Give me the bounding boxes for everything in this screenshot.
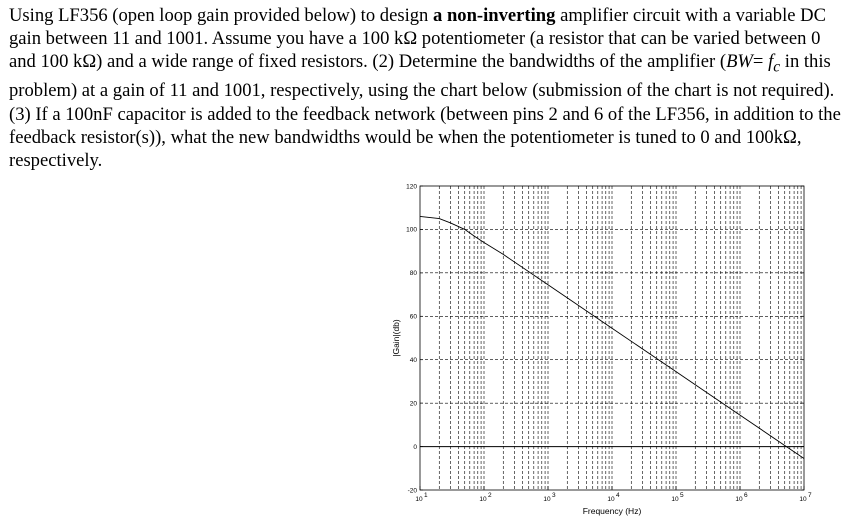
problem-emphasis-non-inverting: a non-inverting: [433, 5, 556, 26]
y-tick-label: 100: [406, 226, 417, 234]
x-tick-exponent: 2: [488, 492, 492, 499]
x-tick-exponent: 4: [616, 492, 620, 499]
open-loop-gain-chart: [380, 176, 820, 521]
bw-symbol: BW: [726, 51, 753, 73]
y-tick-label: 20: [409, 400, 417, 408]
x-tick-label: 10: [607, 496, 615, 503]
y-tick-label: 40: [409, 357, 417, 365]
problem-text-part: =: [752, 51, 769, 73]
x-tick-exponent: 7: [808, 492, 812, 499]
x-tick-exponent: 6: [744, 492, 748, 499]
x-tick-exponent: 3: [552, 492, 556, 499]
problem-text-part: Using LF356 (open loop gain provided below) to design: [9, 5, 433, 26]
y-tick-label: 120: [406, 183, 417, 191]
y-tick-label: -20: [407, 487, 417, 495]
x-tick-label: 10: [415, 496, 423, 503]
fc-subscript: c: [773, 59, 781, 77]
y-tick-label: 80: [409, 270, 417, 278]
x-tick-label: 10: [735, 496, 743, 503]
x-tick-exponent: 1: [424, 492, 428, 499]
problem-text-part: amplifier circuit with a variable DC gain between 11 and 1001. Assume you have a 100 kΩ potentiometer (a resistor that can be varied between 0 and 100 kΩ) and a wide range of fixed resistors. (2) Determine the bandwidths of the amplifier (: [9, 5, 826, 73]
x-tick-label: 10: [799, 496, 807, 503]
problem-text-part: in this problem) at a gain of 11 and 1001, respectively, using the chart below (submission of the chart is not required). (3) If a 100nF capacitor is added to the feedback network (between pins 2 and 6 of the LF356, in addition to the feedback resistor(s)), what the new bandwidths would be when the potentiometer is tuned to 0 and 100kΩ, respectively.: [9, 51, 841, 171]
chart-labels: [391, 183, 812, 516]
fc-symbol: f: [768, 51, 774, 73]
y-axis-title: |Gain|(db): [391, 319, 401, 357]
y-tick-label: 0: [413, 443, 417, 451]
x-tick-label: 10: [671, 496, 679, 503]
x-tick-label: 10: [543, 496, 551, 503]
x-axis-title: Frequency (Hz): [582, 506, 642, 516]
chart-grid: [420, 186, 804, 490]
x-tick-label: 10: [479, 496, 487, 503]
y-tick-label: 60: [409, 313, 417, 321]
x-tick-exponent: 5: [680, 492, 684, 499]
problem-statement: [9, 4, 841, 172]
